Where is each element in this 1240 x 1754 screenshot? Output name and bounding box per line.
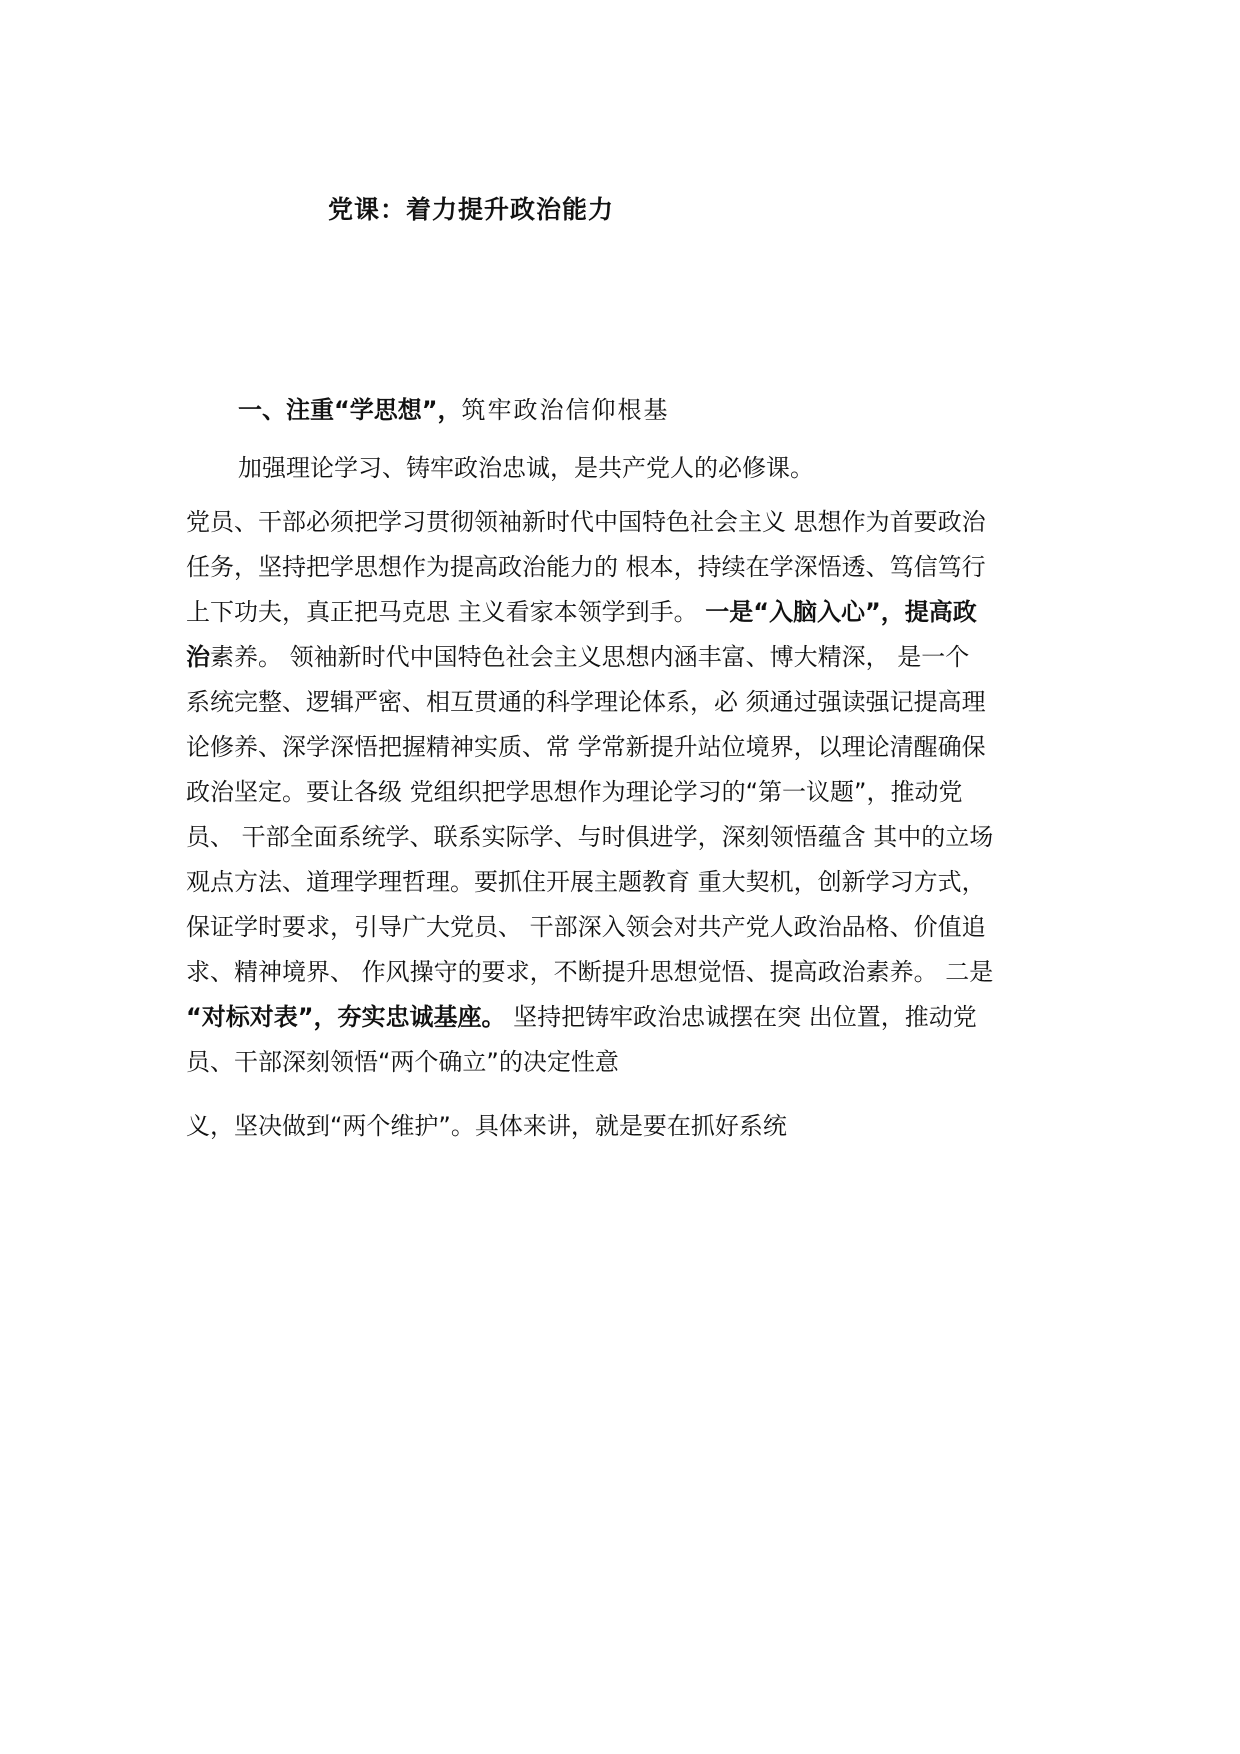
bold-point-one: 一是“入脑入心”，提高政 [705, 598, 977, 626]
body-text: 上下功夫，真正把马克思 主义看家本领学到手。 [186, 598, 706, 626]
body-line [186, 635, 1066, 680]
body-line: 论修养、深学深悟把握精神实质、常 学常新提升站位境界，以理论清醒确保 [186, 733, 986, 761]
body-line: 党员、干部必须把学习贯彻领袖新时代中国特色社会主义 思想作为首要政治 [186, 508, 986, 536]
body-paragraph [186, 500, 1066, 1085]
body-line [186, 590, 1066, 635]
section-heading-bold: 一、注重“学思想”， [238, 396, 462, 424]
section-heading [238, 390, 670, 425]
body-line: 任务，坚持把学思想作为提高政治能力的 根本，持续在学深悟透、笃信笃行 [186, 553, 986, 581]
bold-point-one-end: 治 [186, 643, 210, 671]
lead-sentence: 加强理论学习、铸牢政治忠诚，是共产党人的必修课。 [238, 454, 814, 482]
bold-point-two: “对标对表”，夯实忠诚基座。 [186, 1003, 506, 1031]
body-line: 观点方法、道理学理哲理。要抓住开展主题教育 重大契机，创新学习方式， [186, 868, 986, 896]
section-heading-normal: 筑牢政治信仰根基 [461, 396, 670, 424]
body-line: 保证学时要求，引导广大党员、 干部深入领会对共产党人政治品格、价值追 [186, 913, 986, 941]
body-line: 系统完整、逻辑严密、相互贯通的科学理论体系，必 须通过强读强记提高理 [186, 688, 986, 716]
document-title: 党课：着力提升政治能力 [328, 195, 615, 224]
body-line: 政治坚定。要让各级 党组织把学思想作为理论学习的“第一议题”，推动党 [186, 778, 963, 806]
body-text: 素养。 领袖新时代中国特色社会主义思想内涵丰富、博大精深， 是一个 [210, 643, 970, 671]
body-line [186, 995, 1066, 1040]
final-line: 义，坚决做到“两个维护”。具体来讲，就是要在抓好系统 [186, 1112, 787, 1140]
body-line: 求、精神境界、 作风操守的要求，不断提升思想觉悟、提高政治素养。 二是 [186, 958, 994, 986]
body-line: 员、 干部全面系统学、联系实际学、与时俱进学，深刻领悟蕴含 其中的立场 [186, 823, 994, 851]
body-line: 员、干部深刻领悟“两个确立”的决定性意 [186, 1048, 619, 1076]
body-text: 坚持把铸牢政治忠诚摆在突 出位置，推动党 [505, 1003, 977, 1031]
